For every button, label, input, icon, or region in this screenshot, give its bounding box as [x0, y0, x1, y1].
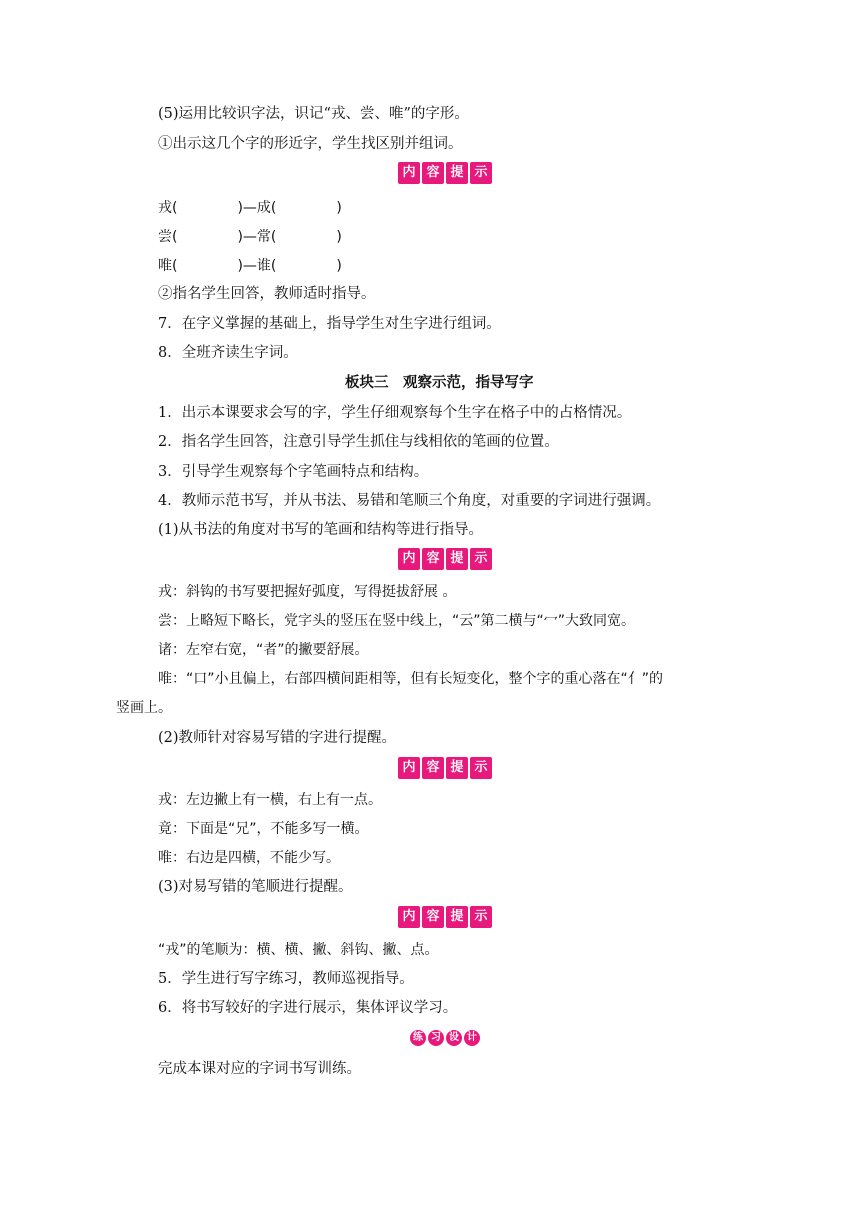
step-6: 6．将书写较好的字进行展示，集体评议学习。: [158, 1000, 458, 1016]
badge-char: 提: [446, 548, 468, 570]
item-5: (5)运用比较识字法，识记“戎、尝、唯”的字形。: [158, 106, 469, 122]
content-tip-badge: [398, 906, 492, 928]
step-2: 2．指名学生回答，注意引导学生抓住与线相依的笔画的位置。: [158, 434, 559, 450]
pair-left: 唯(: [158, 258, 178, 274]
pair-end: ): [336, 200, 342, 216]
pair-row: [158, 227, 342, 247]
badge-char: 容: [422, 162, 444, 184]
badge-char: 提: [446, 162, 468, 184]
pair-mid: )—常(: [237, 229, 277, 245]
section-title: 板块三 观察示范，指导写字: [345, 375, 534, 391]
badge-char: 提: [446, 906, 468, 928]
item-5-1: ①出示这几个字的形近字，学生找区别并组词。: [158, 136, 463, 152]
badge-char: 练: [410, 1030, 426, 1046]
sub-step-2: (2)教师针对容易写错的字进行提醒。: [158, 730, 397, 746]
tip-line: 竖画上。: [116, 700, 172, 716]
badge-char: 示: [470, 906, 492, 928]
tip-line: “戎”的笔顺为：横、横、撇、斜钩、撇、点。: [158, 942, 439, 958]
badge-char: 习: [428, 1030, 444, 1046]
pair-mid: )—成(: [237, 200, 277, 216]
tip-line: 唯：“口”小且偏上，右部四横间距相等，但有长短变化，整个字的重心落在“亻”的: [158, 671, 664, 687]
content-tip-badge: [398, 757, 492, 779]
badge-char: 提: [446, 757, 468, 779]
tip-line: 戎：左边撇上有一横，右上有一点。: [158, 792, 382, 808]
badge-char: 设: [446, 1030, 462, 1046]
badge-char: 计: [464, 1030, 480, 1046]
tip-line: 诸：左窄右宽，“者”的撇要舒展。: [158, 642, 369, 658]
step-4: 4．教师示范书写，并从书法、易错和笔顺三个角度，对重要的字词进行强调。: [158, 493, 661, 509]
step-1: 1．出示本课要求会写的字，学生仔细观察每个生字在格子中的占格情况。: [158, 405, 632, 421]
pair-end: ): [336, 229, 342, 245]
pair-row: [158, 256, 342, 276]
badge-char: 容: [422, 548, 444, 570]
badge-char: 示: [470, 162, 492, 184]
pair-left: 尝(: [158, 229, 178, 245]
pair-left: 戎(: [158, 200, 178, 216]
sub-step-1: (1)从书法的角度对书写的笔画和结构等进行指导。: [158, 522, 484, 538]
content-tip-badge: [398, 548, 492, 570]
practice-badge: [410, 1030, 480, 1046]
badge-char: 内: [398, 757, 420, 779]
badge-char: 示: [470, 757, 492, 779]
badge-char: 示: [470, 548, 492, 570]
step-3: 3．引导学生观察每个字笔画特点和结构。: [158, 464, 429, 480]
badge-char: 容: [422, 906, 444, 928]
badge-char: 内: [398, 548, 420, 570]
tip-line: 尝：上略短下略长，党字头的竖压在竖中线上，“云”第二横与“冖”大致同宽。: [158, 613, 636, 629]
step-5: 5．学生进行写字练习，教师巡视指导。: [158, 971, 414, 987]
practice-text: 完成本课对应的字词书写训练。: [158, 1061, 361, 1077]
badge-char: 内: [398, 162, 420, 184]
sub-step-3: (3)对易写错的笔顺进行提醒。: [158, 879, 353, 895]
item-5-2: ②指名学生回答，教师适时指导。: [158, 286, 376, 302]
badge-char: 内: [398, 906, 420, 928]
tip-line: 唯：右边是四横，不能少写。: [158, 850, 340, 866]
tip-line: 戎：斜钩的书写要把握好弧度，写得挺拔舒展 。: [158, 584, 457, 600]
pair-mid: )—谁(: [237, 258, 277, 274]
tip-line: 竟：下面是“兄”，不能多写一横。: [158, 821, 369, 837]
badge-char: 容: [422, 757, 444, 779]
content-tip-badge: [398, 162, 492, 184]
item-7: 7．在字义掌握的基础上，指导学生对生字进行组词。: [158, 316, 501, 332]
item-8: 8．全班齐读生字词。: [158, 345, 298, 361]
pair-end: ): [336, 258, 342, 274]
pair-row: [158, 198, 342, 218]
